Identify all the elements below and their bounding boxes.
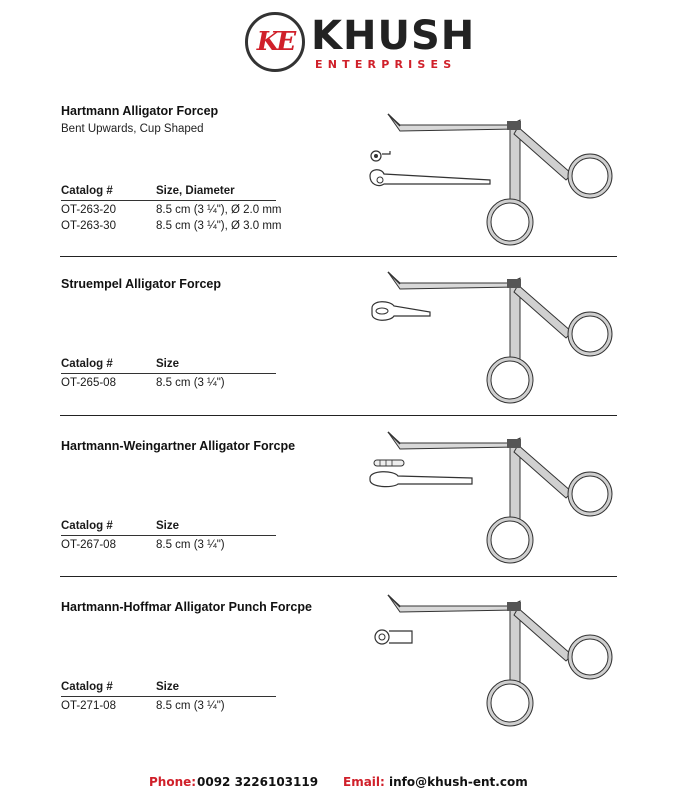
size-header: Size — [156, 358, 180, 370]
size-value: 8.5 cm (3 ¼") — [156, 700, 225, 712]
size-value: 8.5 cm (3 ¼"), Ø 2.0 mm — [156, 204, 282, 216]
size-value: 8.5 cm (3 ¼") — [156, 539, 225, 551]
spec-header — [61, 519, 276, 536]
product-title: Struempel Alligator Forcep — [61, 277, 221, 291]
table-row — [61, 537, 276, 552]
section-divider — [60, 256, 617, 257]
catalog-header: Catalog # — [61, 520, 113, 532]
size-value: 8.5 cm (3 ¼"), Ø 3.0 mm — [156, 220, 282, 232]
spec-header — [61, 357, 276, 374]
catalog-number: OT-265-08 — [61, 377, 116, 389]
forceps-illustration — [360, 104, 625, 254]
spec-table — [61, 519, 276, 552]
section-divider — [60, 576, 617, 577]
brand-logo — [245, 12, 476, 80]
table-row — [61, 375, 276, 390]
catalog-number: OT-267-08 — [61, 539, 116, 551]
size-header: Size — [156, 681, 180, 693]
contact-footer — [0, 775, 689, 791]
spec-table — [61, 357, 276, 390]
product-title: Hartmann-Hoffmar Alligator Punch Forcpe — [61, 600, 312, 614]
email-address[interactable]: info@khush-ent.com — [389, 775, 528, 789]
phone-number: 0092 3226103119 — [197, 775, 319, 789]
catalog-header: Catalog # — [61, 358, 113, 370]
forceps-illustration — [360, 422, 625, 572]
catalog-header: Catalog # — [61, 185, 113, 197]
size-value: 8.5 cm (3 ¼") — [156, 377, 225, 389]
brand-name: KHUSH — [311, 13, 476, 59]
spec-header — [61, 680, 276, 697]
logo-mark: KE — [256, 27, 294, 57]
forceps-illustration — [360, 262, 625, 412]
catalog-number: OT-271-08 — [61, 700, 116, 712]
section-divider — [60, 415, 617, 416]
spec-table — [61, 184, 282, 233]
table-row — [61, 698, 276, 713]
size-header: Size — [156, 520, 180, 532]
product-title: Hartmann Alligator Forcep — [61, 104, 219, 118]
size-header: Size, Diameter — [156, 185, 235, 197]
table-row — [61, 218, 282, 233]
spec-table — [61, 680, 276, 713]
catalog-header: Catalog # — [61, 681, 113, 693]
table-row — [61, 202, 282, 217]
catalog-number: OT-263-20 — [61, 204, 116, 216]
forceps-illustration — [360, 585, 625, 735]
brand-subtitle: ENTERPRISES — [315, 58, 457, 71]
catalog-number: OT-263-30 — [61, 220, 116, 232]
product-subtitle: Bent Upwards, Cup Shaped — [61, 123, 204, 135]
phone-label: Phone: — [149, 775, 197, 789]
spec-header — [61, 184, 276, 201]
logo-emblem — [245, 12, 305, 72]
email-label: Email: — [343, 775, 385, 789]
product-title: Hartmann-Weingartner Alligator Forcpe — [61, 439, 296, 453]
